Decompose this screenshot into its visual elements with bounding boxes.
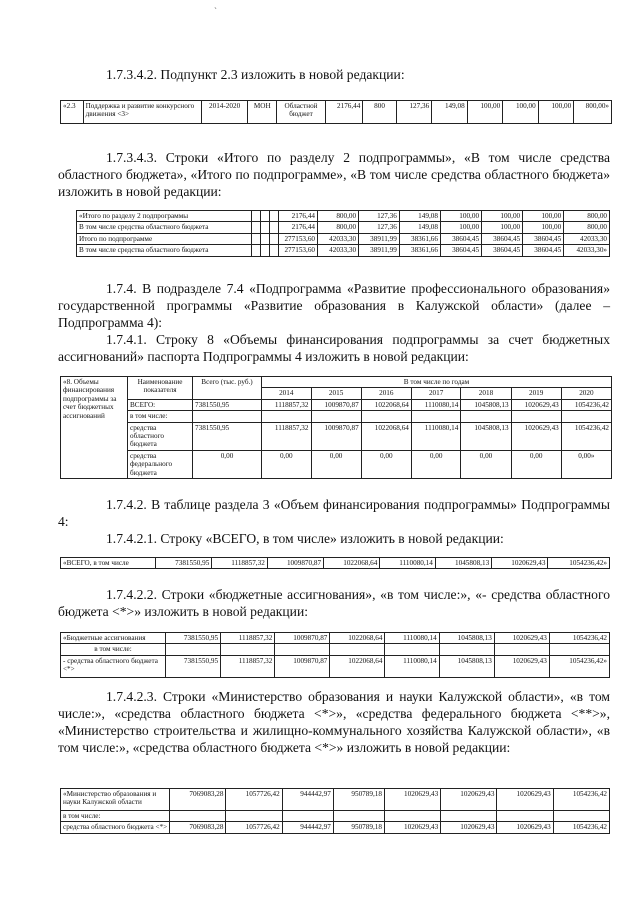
table-cell: Областной бюджет [277,101,325,124]
table-totals-section-2 [76,210,610,257]
table-cell: 1054236,42 [549,633,609,644]
table-cell [439,644,494,655]
table-row [77,222,610,233]
table-row [61,422,612,450]
table-row [61,558,610,569]
table-cell: 100,00 [523,211,564,222]
table-cell [261,222,270,233]
table-cell: 2015 [311,388,361,399]
table-row [77,211,610,222]
table-row [61,655,610,677]
table-cell: 1020629,43 [511,422,561,450]
table-cell [494,644,549,655]
table-cell [193,411,262,422]
table-cell: 0,00 [411,450,461,478]
table-cell: 100,00 [538,101,574,124]
table-cell: 1020629,43 [497,822,553,833]
table-cell: 2176,44 [279,211,318,222]
table-cell: 1020629,43 [494,633,549,644]
table-cell [270,245,279,256]
table-cell: 1022068,64 [330,633,385,644]
table-cell: 950789,18 [333,822,384,833]
table-cell [561,411,611,422]
table-cell: Наименование показателя [128,377,193,400]
table-cell: 1020629,43 [494,655,549,677]
table-row [61,644,610,655]
table-row [61,811,610,822]
table-cell: в том числе: [128,411,193,422]
table-cell: 1020629,43 [384,789,440,811]
table-cell: 7381550,95 [193,422,262,450]
table-row [77,233,610,244]
table-cell: 1009870,87 [275,633,330,644]
table-cell [170,811,226,822]
para-1-7-3-4-2: 1.7.3.4.2. Подпункт 2.3 изложить в новой редакции: [106,67,405,82]
table-cell [385,644,439,655]
table-cell: 950789,18 [333,789,384,811]
table-cell: 38361,66 [399,245,440,256]
table-cell: 1020629,43 [492,558,548,569]
table-cell: 1054236,42 [553,822,609,833]
table-cell [270,233,279,244]
table-cell: 100,00 [482,222,523,233]
table-cell [361,411,411,422]
table-cell [441,811,497,822]
table-cell: 149,08 [399,211,440,222]
table-cell: 1020629,43 [511,399,561,410]
table-cell: 1022068,64 [324,558,380,569]
table-cell [270,211,279,222]
table-cell: 1118857,32 [212,558,268,569]
table-cell: 1118857,32 [262,422,312,450]
table-cell: 100,00 [440,222,481,233]
table-cell: 7069083,28 [170,789,226,811]
table-cell: 7381550,95 [166,633,221,644]
table-row [61,789,610,811]
scan-mark: ˋ [214,6,217,16]
para-1-7-4: 1.7.4. В подразделе 7.4 «Подпрограмма «Развитие профессионального образования» государственной программы «Развитие образования в Калужской области» (далее – Подпрограмма 4): [58,281,610,330]
table-cell: 1110080,14 [411,422,461,450]
table-cell: 1009870,87 [267,558,323,569]
table-row [61,633,610,644]
table-cell [497,811,553,822]
table-cell: Всего (тыс. руб.) [193,377,262,400]
table-cell: ВСЕГО: [128,399,193,410]
table-cell: 0,00 [361,450,411,478]
table-cell: 127,36 [359,211,400,222]
table-cell [411,411,461,422]
table-cell: 1022068,64 [361,399,411,410]
table-cell: 1009870,87 [275,655,330,677]
para-1-7-4-2-2: 1.7.4.2.2. Строки «бюджетные ассигнования», «в том числе:», «- средства областного бюджета <*>» изложить в новой редакции: [58,587,610,619]
table-cell [270,222,279,233]
table-cell: 0,00 [262,450,312,478]
table-cell: 0,00 [461,450,511,478]
table-cell: 38604,45 [482,245,523,256]
table-cell: «ВСЕГО, в том числе [61,558,156,569]
table-cell: 1045808,13 [439,633,494,644]
table-cell: 42033,30» [564,245,610,256]
table-cell: 42033,30 [564,233,610,244]
table-cell: «Итого по разделу 2 подпрограммы [77,211,252,222]
table-cell: 0,00 [193,450,262,478]
table-cell: «Министерство образования и науки Калужской области [61,789,170,811]
table-cell: 38911,99 [359,245,400,256]
table-cell: 944442,97 [282,789,333,811]
table-cell: 277153,60 [279,233,318,244]
table-cell: 1045808,13 [461,422,511,450]
table-cell: 42033,30 [318,233,359,244]
table-cell: Итого по подпрограмме [77,233,252,244]
table-cell: 1110080,14 [385,655,439,677]
table-cell: 277153,60 [279,245,318,256]
table-cell [461,411,511,422]
table-cell: 944442,97 [282,822,333,833]
table-cell: средства областного бюджета [128,422,193,450]
table-cell: 1054236,42» [549,655,609,677]
table-cell [221,644,275,655]
table-cell [252,233,261,244]
table-cell: 1045808,13 [435,558,491,569]
table-cell [282,811,333,822]
table-cell: 38604,45 [482,233,523,244]
table-cell: 100,00 [503,101,539,124]
table-cell: 42033,30 [318,245,359,256]
table-cell [511,411,561,422]
table-cell: 149,08 [432,101,468,124]
table-cell: 1045808,13 [439,655,494,677]
table-cell: 1118857,32 [221,633,275,644]
table-cell: 1054236,42 [561,422,611,450]
table-row [61,411,612,422]
table-cell [252,222,261,233]
table-cell [166,644,221,655]
table-cell: «8. Объемы финансирования подпрограммы за счет бюджетных ассигнований [61,377,128,479]
table-cell: 100,00 [523,222,564,233]
table-cell: в том числе: [61,644,166,655]
table-cell [330,644,385,655]
table-cell: 2018 [461,388,511,399]
table-cell: в том числе: [61,811,170,822]
table-cell: 800,00 [318,222,359,233]
table-cell: 1009870,87 [311,399,361,410]
table-cell: В том числе средства областного бюджета [77,222,252,233]
table-cell: 800,00 [564,211,610,222]
para-1-7-4-2-1: 1.7.4.2.1. Строку «ВСЕГО, в том числе» изложить в новой редакции: [106,531,504,546]
table-cell: 2176,44 [325,101,363,124]
table-cell: 1054236,42 [553,789,609,811]
table-cell: 38604,45 [440,245,481,256]
table-cell [261,245,270,256]
table-cell: 1022068,64 [330,655,385,677]
table-cell: 1020629,43 [441,789,497,811]
table-cell: 800 [363,101,396,124]
table-cell: 2014 [262,388,312,399]
para-1-7-4-2: 1.7.4.2. В таблице раздела 3 «Объем финансирования подпрограммы» Подпрограммы 4: [58,497,610,529]
table-subpoint-2-3 [60,100,612,124]
table-cell: 800,00 [564,222,610,233]
table-cell: «Бюджетные ассигнования [61,633,166,644]
table-cell: 38361,66 [399,233,440,244]
table-cell: 38604,45 [440,233,481,244]
table-cell: В том числе средства областного бюджета [77,245,252,256]
table-cell: В том числе по годам [262,377,612,388]
table-cell: Поддержка и развитие конкурсного движения <3> [83,101,201,124]
table-cell: 7381550,95 [156,558,212,569]
table-cell: 100,00 [482,211,523,222]
table-cell: 1054236,42 [561,399,611,410]
para-1-7-4-1: 1.7.4.1. Строку 8 «Объемы финансирования подпрограммы за счет бюджетных ассигнований» паспорта Подпрограммы 4 изложить в новой редакции: [58,332,610,364]
table-cell: 1110080,14 [411,399,461,410]
table-cell: 2017 [411,388,461,399]
table-cell: 7381550,95 [193,399,262,410]
table-row [61,822,610,833]
table-cell [252,211,261,222]
para-1-7-3-4-3: 1.7.3.4.3. Строки «Итого по разделу 2 подпрограммы», «В том числе средства областного бюджета», «Итого по подпрограмме», «В том числе средства областного бюджета» изложить в новой редакции: [58,150,610,199]
table-row [61,450,612,478]
table-row [61,377,612,388]
table-cell: 38604,45 [523,245,564,256]
table-cell [549,644,609,655]
table-cell: 800,00 [318,211,359,222]
table-cell: 1118857,32 [262,399,312,410]
table-cell: 2014-2020 [201,101,247,124]
table-cell: 1118857,32 [221,655,275,677]
table-cell [553,811,609,822]
table-cell: 0,00 [311,450,361,478]
table-cell: МОН [248,101,277,124]
table-cell: 1057726,42 [226,822,282,833]
table-cell: 1020629,43 [497,789,553,811]
table-row [61,101,612,124]
table-cell: 7069083,28 [170,822,226,833]
table-cell: 2019 [511,388,561,399]
table-cell: 100,00 [467,101,503,124]
table-cell: 127,36 [396,101,432,124]
table-cell [226,811,282,822]
table-row [77,245,610,256]
table-cell: 1020629,43 [441,822,497,833]
table-cell: 800,00» [574,101,612,124]
table-budget-allocations [60,632,610,678]
table-cell: 1057726,42 [226,789,282,811]
table-cell [311,411,361,422]
table-cell: 38604,45 [523,233,564,244]
table-cell [261,211,270,222]
table-cell: 0,00 [511,450,561,478]
table-cell: - средства областного бюджета <*> [61,655,166,677]
table-row [61,399,612,410]
table-passport-financing [60,376,612,479]
table-cell: «2.3 [61,101,84,124]
table-cell: 1110080,14 [385,633,439,644]
table-total-row [60,557,610,569]
table-cell: 100,00 [440,211,481,222]
table-cell: средства федерального бюджета [128,450,193,478]
table-cell: 149,08 [399,222,440,233]
table-cell [261,233,270,244]
table-cell [384,811,440,822]
table-cell [333,811,384,822]
table-cell: 2020 [561,388,611,399]
para-1-7-4-2-3: 1.7.4.2.3. Строки «Министерство образования и науки Калужской области», «в том числе:», «средства областного бюджета <*>», «средства федерального бюджета <**>», «Министерство строительства и жилищно-коммунального хозяйства Калужской области», «в том числе:», «средства областного бюджета <*>» изложить в новой редакции: [58,689,610,755]
table-cell [252,245,261,256]
table-cell: средства областного бюджета <*> [61,822,170,833]
table-cell: 1110080,14 [380,558,436,569]
table-cell: 7381550,95 [166,655,221,677]
table-cell [275,644,330,655]
table-cell: 1009870,87 [311,422,361,450]
table-cell: 127,36 [359,222,400,233]
table-cell: 38911,99 [359,233,400,244]
table-cell: 1020629,43 [384,822,440,833]
table-cell: 1054236,42» [548,558,610,569]
table-cell: 2016 [361,388,411,399]
table-cell: 1045808,13 [461,399,511,410]
table-cell: 1022068,64 [361,422,411,450]
table-cell [262,411,312,422]
table-cell: 2176,44 [279,222,318,233]
table-ministry-rows [60,788,610,834]
table-cell: 0,00» [561,450,611,478]
